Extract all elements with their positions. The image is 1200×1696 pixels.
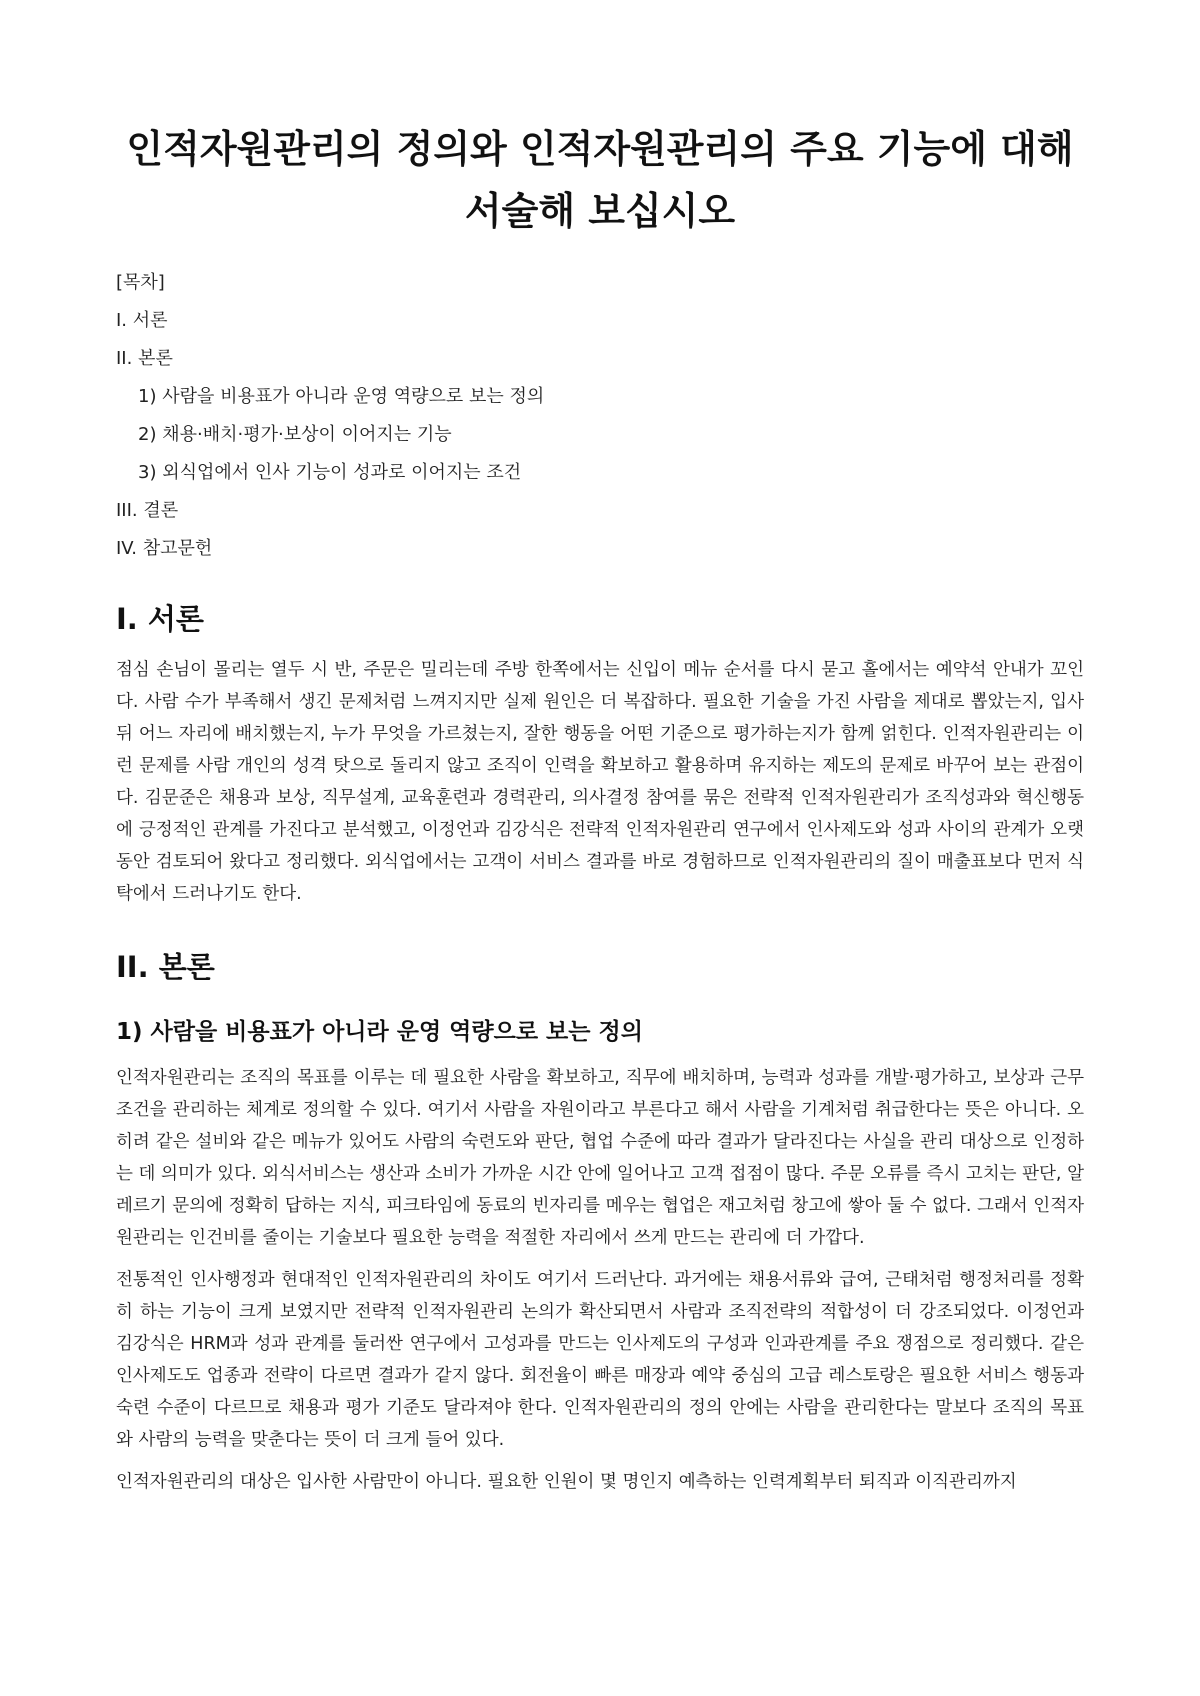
toc-item: II. 본론 (116, 348, 173, 369)
toc-subitem: 3) 외식업에서 인사 기능이 성과로 이어지는 조건 (138, 462, 522, 483)
toc-item: I. 서론 (116, 310, 168, 331)
body-paragraph: 인적자원관리는 조직의 목표를 이루는 데 필요한 사람을 확보하고, 직무에 배치하며, 능력과 성과를 개발·평가하고, 보상과 근무조건을 관리하는 체계로 정의할 수 있다. 여기서 사람을 자원이라고 부른다고 해서 사람을 기계처럼 취급한다는 뜻은 아니다. 오히려 같은 설비와 같은 메뉴가 있어도 사람의 숙련도와 판단, 협업 수준에 따라 결과가 달라진다는 사실을 관리 대상으로 인정하는 데 의미가 있다. 외식서비스는 생산과 소비가 가까운 시간 안에 일어나고 고객 접점이 많다. 주문 오류를 즉시 고치는 판단, 알레르기 문의에 정확히 답하는 지식, 피크타임에 동료의 빈자리를 메우는 협업은 재고처럼 창고에 쌓아 둘 수 없다. 그래서 인적자원관리는 인건비를 줄이는 기술보다 필요한 능력을 적절한 자리에서 쓰게 만드는 관리에 더 가깝다. (116, 1068, 1084, 1248)
toc-item: IV. 참고문헌 (116, 538, 213, 559)
body-paragraph: 전통적인 인사행정과 현대적인 인적자원관리의 차이도 여기서 드러난다. 과거에는 채용서류와 급여, 근태처럼 행정처리를 정확히 하는 기능이 크게 보였지만 전략적 인적자원관리 논의가 확산되면서 사람과 조직전략의 적합성이 더 강조되었다. 이정언과 김강식은 HRM과 성과 관계를 둘러싼 연구에서 고성과를 만드는 인사제도의 구성과 인과관계를 주요 쟁점으로 정리했다. 같은 인사제도도 업종과 전략이 다르면 결과가 같지 않다. 회전율이 빠른 매장과 예약 중심의 고급 레스토랑은 필요한 서비스 행동과 숙련 수준이 다르므로 채용과 평가 기준도 달라져야 한다. 인적자원관리의 정의 안에는 사람을 관리한다는 말보다 조직의 목표와 사람의 능력을 맞춘다는 뜻이 더 크게 들어 있다. (116, 1270, 1084, 1450)
toc-item: III. 결론 (116, 500, 179, 521)
table-of-contents (116, 272, 1084, 560)
toc-subitem: 2) 채용·배치·평가·보상이 이어지는 기능 (138, 424, 452, 445)
body-heading: II. 본론 (116, 950, 215, 984)
intro-heading: I. 서론 (116, 602, 204, 636)
body-paragraph: 인적자원관리의 대상은 입사한 사람만이 아니다. 필요한 인원이 몇 명인지 예측하는 인력계획부터 퇴직과 이직관리까지 (116, 1472, 1017, 1492)
intro-paragraph: 점심 손님이 몰리는 열두 시 반, 주문은 밀리는데 주방 한쪽에서는 신입이 메뉴 순서를 다시 묻고 홀에서는 예약석 안내가 꼬인다. 사람 수가 부족해서 생긴 문제처럼 느껴지지만 실제 원인은 더 복잡하다. 필요한 기술을 가진 사람을 제대로 뽑았는지, 입사 뒤 어느 자리에 배치했는지, 누가 무엇을 가르쳤는지, 잘한 행동을 어떤 기준으로 평가하는지가 함께 얽힌다. 인적자원관리는 이런 문제를 사람 개인의 성격 탓으로 돌리지 않고 조직이 인력을 확보하고 활용하며 유지하는 제도의 문제로 바꾸어 보는 관점이다. 김문준은 채용과 보상, 직무설계, 교육훈련과 경력관리, 의사결정 참여를 묶은 전략적 인적자원관리가 조직성과와 혁신행동에 긍정적인 관계를 가진다고 분석했고, 이정언과 김강식은 전략적 인적자원관리 연구에서 인사제도와 성과 사이의 관계가 오랫동안 검토되어 왔다고 정리했다. 외식업에서는 고객이 서비스 결과를 바로 경험하므로 인적자원관리의 질이 매출표보다 먼저 식탁에서 드러나기도 한다. (116, 660, 1084, 904)
toc-subitem: 1) 사람을 비용표가 아니라 운영 역량으로 보는 정의 (138, 386, 545, 407)
document-title: 인적자원관리의 정의와 인적자원관리의 주요 기능에 대해 서술해 보십시오 (126, 127, 1074, 233)
section-1-heading: 1) 사람을 비용표가 아니라 운영 역량으로 보는 정의 (116, 1019, 643, 1045)
toc-heading: [목차] (116, 272, 165, 293)
